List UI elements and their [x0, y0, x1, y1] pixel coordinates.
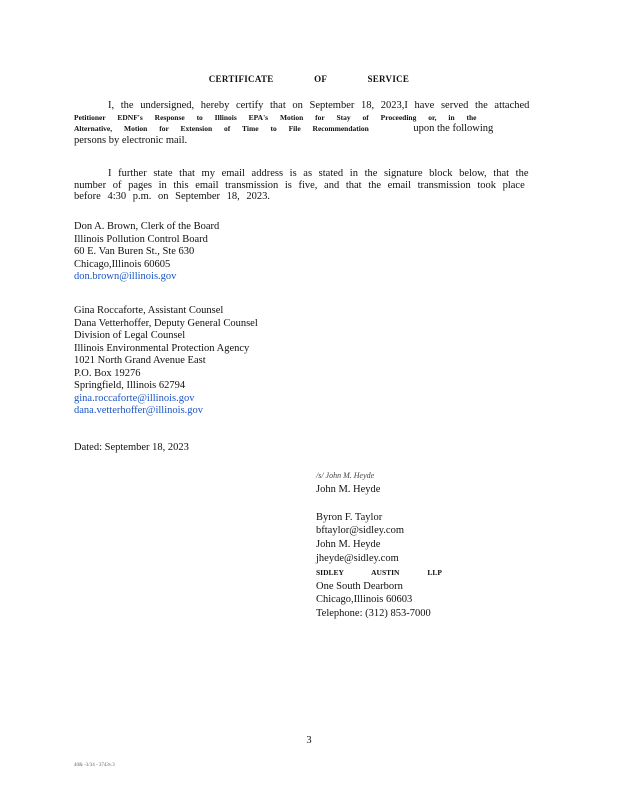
para1-line3-tail: upon the following [413, 123, 494, 134]
recipient2-street: 1021 North Grand Avenue East [74, 355, 206, 366]
para2-line2: number of pages in this email transmission is five, and that the email transmission took place [74, 179, 525, 191]
signer-name: John M. Heyde [316, 483, 381, 495]
dated-line: Dated: September 18, 2023 [74, 442, 189, 453]
recipient2-pobox: P.O. Box 19276 [74, 367, 141, 379]
certification-paragraph [74, 100, 530, 146]
recipient1-city: Chicago,Illinois 60605 [74, 258, 171, 270]
recipient1-street: 60 E. Van Buren St., Ste 630 [74, 246, 195, 257]
statement-paragraph [74, 168, 529, 203]
recipient-block-epa [74, 305, 258, 418]
recipient2-agency: Illinois Environmental Protection Agency [74, 342, 250, 354]
attorney1-name: Byron F. Taylor [316, 511, 383, 523]
para1-line1: I, the undersigned, hereby certify that on September 18, 2023,I have served the attached [108, 100, 530, 111]
firm-city: Chicago,Illinois 60603 [316, 594, 413, 606]
signature-spacer [316, 497, 442, 511]
attorney2-name: John M. Heyde [316, 539, 381, 551]
para1-line3-bold: Alternative, Motion for Extension of Time to File Recommendation [74, 124, 369, 133]
attorney2-email: jheyde@sidley.com [316, 552, 399, 564]
recipient2-division: Division of Legal Counsel [74, 330, 186, 341]
recipient2-name1: Gina Roccaforte, Assistant Counsel [74, 305, 224, 316]
signature-block [316, 469, 442, 621]
recipient2-email2-link[interactable]: dana.vetterhoffer@illinois.gov [74, 405, 204, 416]
document-footer-code: 40& -3/34 - 3743v.3 [74, 763, 115, 768]
recipient1-email-link[interactable]: don.brown@illinois.gov [74, 271, 177, 282]
electronic-signature: /s/ John M. Heyde [316, 471, 375, 480]
page-number: 3 [306, 735, 312, 746]
attorney1-email: bftaylor@sidley.com [316, 525, 405, 537]
para2-line3: before 4:30 p.m. on September 18, 2023. [74, 191, 271, 202]
para1-line4: persons by electronic mail. [74, 134, 188, 146]
recipient1-org: Illinois Pollution Control Board [74, 233, 208, 245]
recipient1-name: Don A. Brown, Clerk of the Board [74, 221, 220, 232]
firm-street: One South Dearborn [316, 580, 403, 592]
para1-line3 [74, 123, 526, 135]
para1-line2: Petitioner EDNF's Response to Illinois EPA's Motion for Stay of Proceeding or, in the [74, 112, 477, 122]
recipient2-city: Springfield, Illinois 62794 [74, 380, 186, 391]
firm-phone: Telephone: (312) 853-7000 [316, 608, 431, 620]
para2-line1: I further state that my email address is as stated in the signature block below, that the [108, 168, 529, 179]
document-title: CERTIFICATE OF SERVICE [208, 74, 410, 84]
recipient-block-clerk [74, 221, 219, 284]
law-firm-name: SIDLEY AUSTIN LLP [316, 567, 442, 577]
recipient2-name2: Dana Vetterhoffer, Deputy General Counsel [74, 317, 258, 329]
recipient2-email1-link[interactable]: gina.roccaforte@illinois.gov [74, 392, 195, 404]
